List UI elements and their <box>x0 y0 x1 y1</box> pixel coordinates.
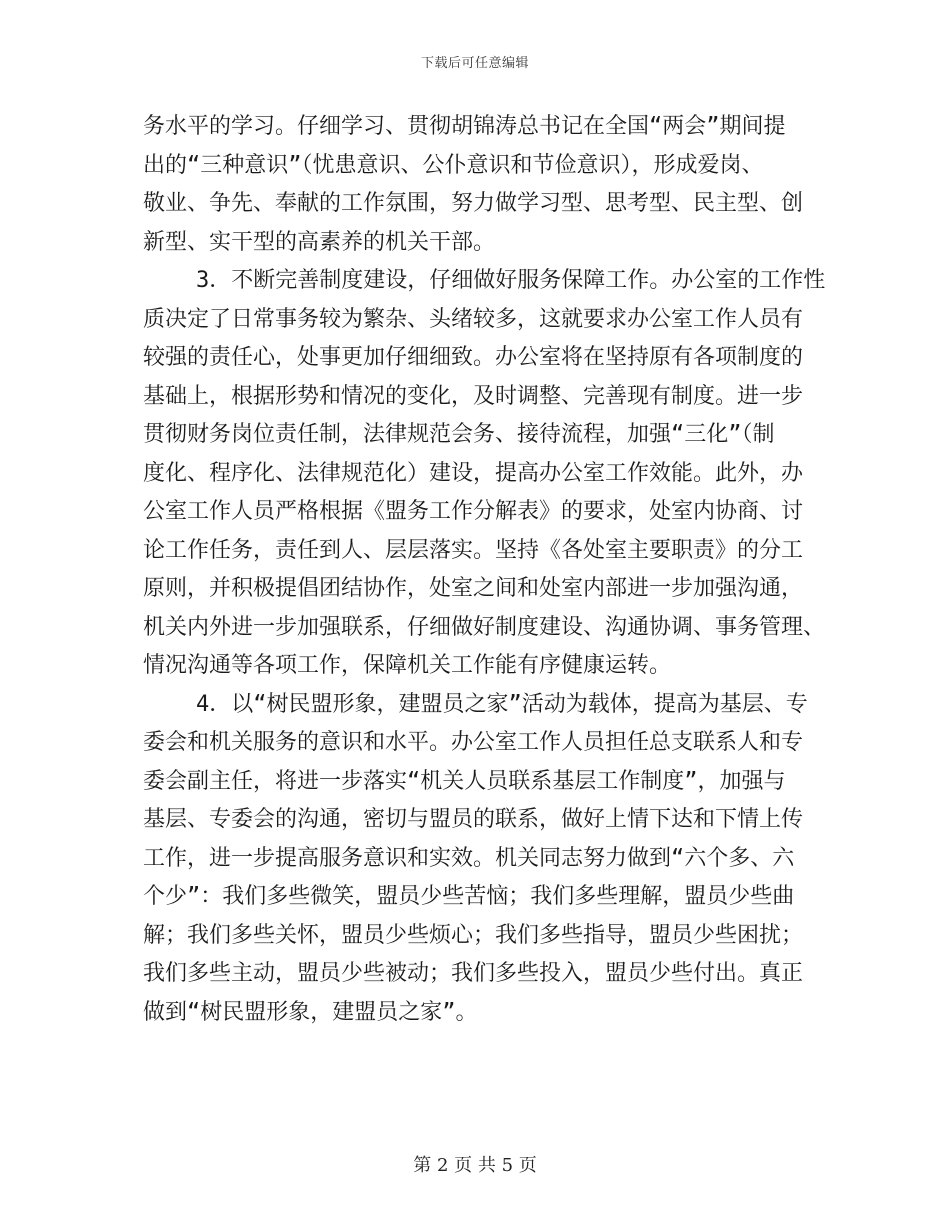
text-line: 基础上，根据形势和情况的变化，及时调整、完善现有制度。进一步 <box>143 383 804 409</box>
paragraph-p-4 <box>143 686 808 1033</box>
text-line: 贯彻财务岗位责任制，法律规范会务、接待流程，加强“三化”（制 <box>143 422 775 447</box>
text-line: 4．以“树民盟形象，建盟员之家”活动为载体，提高为基层、专 <box>143 691 808 717</box>
text-line: 质决定了日常事务较为繁杂、头绪较多，这就要求办公室工作人员有 <box>143 306 804 332</box>
text-line: 我们多些主动，盟员少些被动；我们多些投入，盟员少些付出。真正 <box>143 961 804 986</box>
text-line: 解；我们多些关怀，盟员少些烦心；我们多些指导，盟员少些困扰； <box>143 922 804 948</box>
page-header: 下载后可任意编辑 <box>420 56 529 71</box>
text-line: 个少”：我们多些微笑，盟员少些苦恼；我们多些理解，盟员少些曲 <box>143 884 795 909</box>
text-line: 论工作任务，责任到人、层层落实。坚持《各处室主要职责》的分工 <box>143 537 804 563</box>
text-line: 原则，并积极提倡团结协作，处室之间和处室内部进一步加强沟通， <box>143 576 804 601</box>
text-line: 敬业、争先、奉献的工作氛围，努力做学习型、思考型、民主型、创 <box>143 191 804 216</box>
text-line: 新型、实干型的高素养的机关干部。 <box>143 229 496 255</box>
text-line: 较强的责任心，处事更加仔细细致。办公室将在坚持原有各项制度的 <box>143 345 804 370</box>
text-line: 度化、程序化、法律规范化）建设，提高办公室工作效能。此外，办 <box>143 460 804 486</box>
text-line: 委会副主任，将进一步落实“机关人员联系基层工作制度”，加强与 <box>143 768 786 794</box>
paragraph-p-3 <box>143 262 826 686</box>
text-line: 出的“三种意识”（忧患意识、公仆意识和节俭意识），形成爱岗、 <box>143 152 764 178</box>
text-line: 委会和机关服务的意识和水平。办公室工作人员担任总支联系人和专 <box>143 730 804 755</box>
text-line: 做到“树民盟形象，建盟员之家”。 <box>143 999 478 1025</box>
text-line: 3．不断完善制度建设，仔细做好服务保障工作。办公室的工作性 <box>143 268 826 293</box>
text-line: 基层、专委会的沟通，密切与盟员的联系，做好上情下达和下情上传 <box>143 807 804 832</box>
text-line: 情况沟通等各项工作，保障机关工作能有序健康运转。 <box>143 653 672 678</box>
document-body <box>143 108 826 1032</box>
paragraph-p-cont <box>143 108 808 262</box>
text-line: 工作，进一步提高服务意识和实效。机关同志努力做到“六个多、六 <box>143 845 795 871</box>
text-line: 务水平的学习。仔细学习、贯彻胡锦涛总书记在全国“两会”期间提 <box>143 114 786 139</box>
page-footer: 第 2 页 共 5 页 <box>413 1155 537 1176</box>
text-line: 机关内外进一步加强联系，仔细做好制度建设、沟通协调、事务管理、 <box>143 614 826 640</box>
text-line: 公室工作人员严格根据《盟务工作分解表》的要求，处室内协商、讨 <box>143 499 804 524</box>
